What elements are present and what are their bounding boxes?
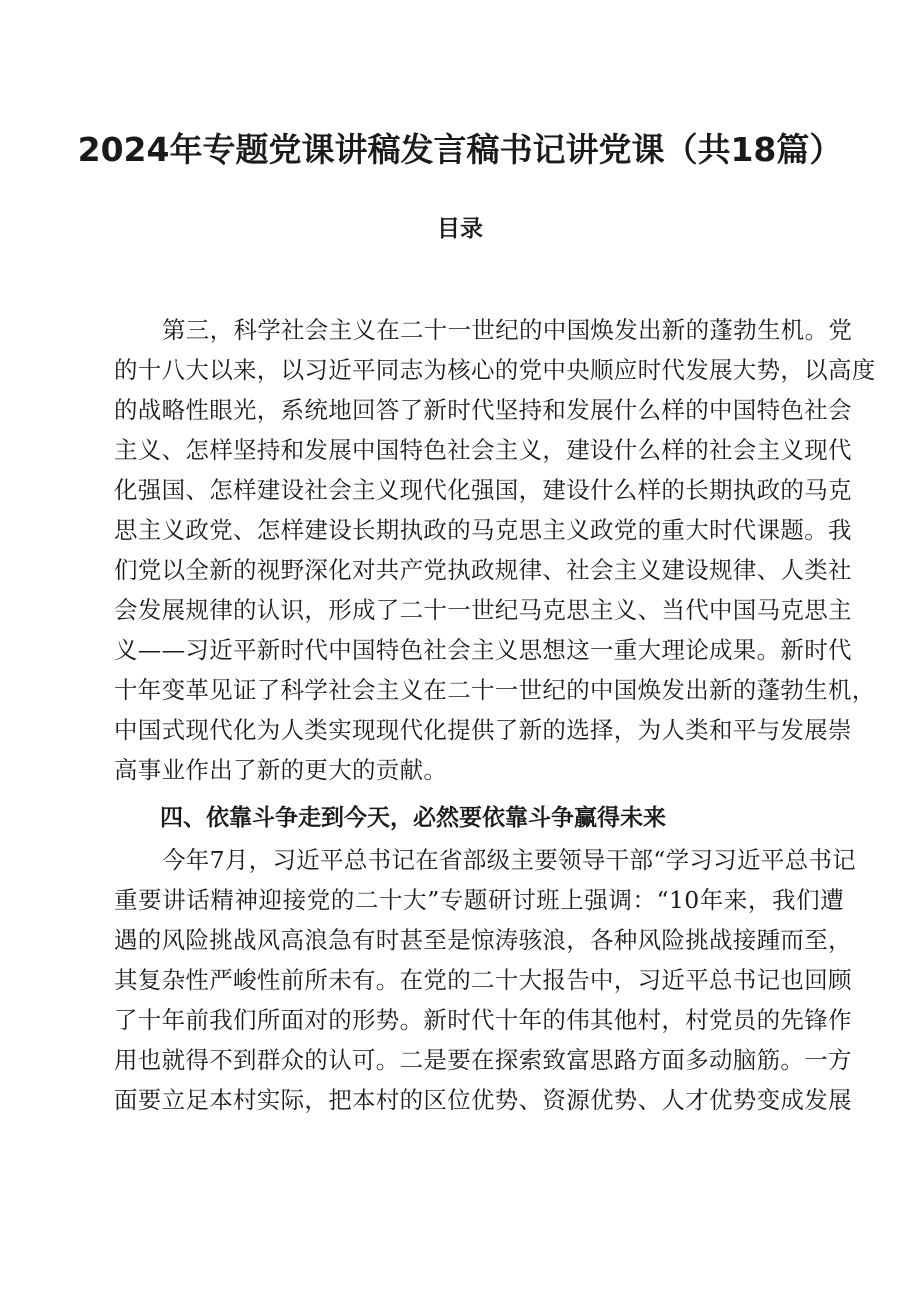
paragraph-line: 用也就得不到群众的认可。二是要在探索致富思路方面多动脑筋。一方 <box>114 1046 852 1074</box>
paragraph-line: 面要立足本村实际，把本村的区位优势、资源优势、人才优势变成发展 <box>114 1086 852 1114</box>
paragraph-1 <box>114 310 876 790</box>
paragraph-line: 其复杂性严峻性前所未有。在党的二十大报告中，习近平总书记也回顾 <box>114 966 852 994</box>
paragraph-line: 第三，科学社会主义在二十一世纪的中国焕发出新的蓬勃生机。党 <box>162 316 853 344</box>
paragraph-line: 的十八大以来，以习近平同志为核心的党中央顺应时代发展大势，以高度 <box>114 356 876 384</box>
paragraph-line: 高事业作出了新的更大的贡献。 <box>114 756 448 784</box>
paragraph-line: 会发展规律的认识，形成了二十一世纪马克思主义、当代中国马克思主 <box>114 596 852 624</box>
toc-heading: 目录 <box>437 216 483 242</box>
paragraph-line: 遇的风险挑战风高浪急有时甚至是惊涛骇浪，各种风险挑战接踵而至， <box>114 926 852 954</box>
paragraph-line: 十年变革见证了科学社会主义在二十一世纪的中国焕发出新的蓬勃生机， <box>114 676 876 704</box>
paragraph-line: 主义、怎样坚持和发展中国特色社会主义，建设什么样的社会主义现代 <box>114 436 852 464</box>
document-title: 2024年专题党课讲稿发言稿书记讲党课（共18篇） <box>77 130 843 169</box>
paragraph-2 <box>114 840 856 1120</box>
paragraph-line: 们党以全新的视野深化对共产党执政规律、社会主义建设规律、人类社 <box>114 556 852 584</box>
paragraph-line: 思主义政党、怎样建设长期执政的马克思主义政党的重大时代课题。我 <box>114 516 852 544</box>
paragraph-line: 化强国、怎样建设社会主义现代化强国，建设什么样的长期执政的马克 <box>114 476 852 504</box>
paragraph-line: 中国式现代化为人类实现现代化提供了新的选择，为人类和平与发展崇 <box>114 716 852 744</box>
paragraph-line: 今年7月，习近平总书记在省部级主要领导干部“学习习近平总书记 <box>162 846 856 874</box>
paragraph-line: 重要讲话精神迎接党的二十大”专题研讨班上强调：“10年来，我们遭 <box>114 886 844 914</box>
paragraph-line: 的战略性眼光，系统地回答了新时代坚持和发展什么样的中国特色社会 <box>114 396 852 424</box>
section-heading: 四、依靠斗争走到今天，必然要依靠斗争赢得未来 <box>160 805 666 831</box>
paragraph-line: 了十年前我们所面对的形势。新时代十年的伟其他村，村党员的先锋作 <box>114 1006 852 1034</box>
paragraph-line: 义——习近平新时代中国特色社会主义思想这一重大理论成果。新时代 <box>114 636 852 664</box>
